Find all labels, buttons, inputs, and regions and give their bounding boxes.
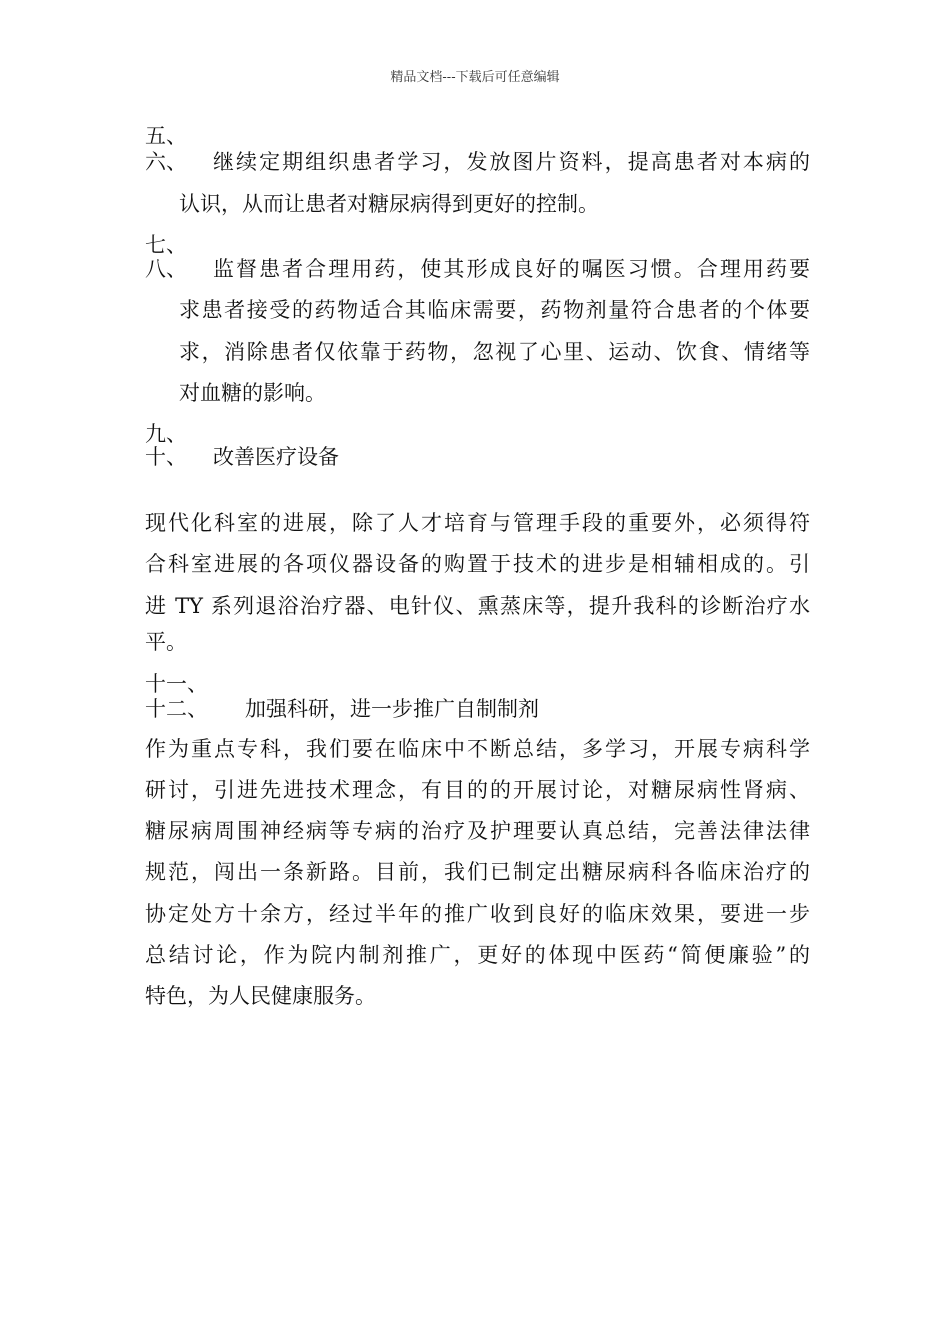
equipment-paragraph-line-1: 现代化科室的进展，除了人才培育与管理手段的重要外，必须得符 <box>145 511 810 535</box>
research-paragraph-line-5: 协定处方十余方，经过半年的推广收到良好的临床效果，要进一步 <box>145 902 810 926</box>
item-number-5: 五、 <box>145 124 187 148</box>
item-number-6: 六、 <box>145 150 187 174</box>
item-6-line-2: 认识，从而让患者对糖尿病得到更好的控制。 <box>179 192 599 216</box>
item-number-9: 九、 <box>145 422 187 446</box>
item-8-line-4: 对血糖的影响。 <box>179 381 326 405</box>
research-paragraph-line-4: 规范，闯出一条新路。目前，我们已制定出糖尿病科各临床治疗的 <box>145 860 810 884</box>
research-paragraph-line-1: 作为重点专科，我们要在临床中不断总结，多学习，开展专病科学 <box>145 737 810 761</box>
equipment-paragraph-line-4: 平。 <box>145 630 187 654</box>
item-8-line-2: 求患者接受的药物适合其临床需要，药物剂量符合患者的个体要 <box>179 298 810 322</box>
section-heading-equipment: 改善医疗设备 <box>213 445 339 469</box>
research-paragraph-line-7: 特色，为人民健康服务。 <box>145 984 376 1008</box>
item-number-12: 十二、 <box>145 697 208 721</box>
research-paragraph-line-2: 研讨，引进先进技术理念，有目的的开展讨论，对糖尿病性肾病、 <box>145 778 810 802</box>
item-6-line-1: 继续定期组织患者学习，发放图片资料，提高患者对本病的 <box>213 150 810 174</box>
equipment-paragraph-line-3: 进 TY 系列退浴治疗器、电针仪、熏蒸床等，提升我科的诊断治疗水 <box>145 594 810 618</box>
item-number-8: 八、 <box>145 257 187 281</box>
item-number-10: 十、 <box>145 445 187 469</box>
section-heading-research: 加强科研，进一步推广自制制剂 <box>245 697 539 721</box>
item-8-line-3: 求，消除患者仅依靠于药物，忽视了心里、运动、饮食、情绪等 <box>179 340 810 364</box>
research-paragraph-line-6: 总结讨论，作为院内制剂推广，更好的体现中医药“简便廉验”的 <box>145 943 810 967</box>
item-number-11: 十一、 <box>145 672 208 696</box>
research-paragraph-line-3: 糖尿病周围神经病等专病的治疗及护理要认真总结，完善法律法律 <box>145 819 810 843</box>
page-header: 精品文档---下载后可任意编辑 <box>390 70 560 85</box>
item-8-line-1: 监督患者合理用药，使其形成良好的嘱医习惯。合理用药要 <box>213 257 810 281</box>
equipment-paragraph-line-2: 合科室进展的各项仪器设备的购置于技术的进步是相辅相成的。引 <box>145 552 810 576</box>
item-number-7: 七、 <box>145 233 187 257</box>
